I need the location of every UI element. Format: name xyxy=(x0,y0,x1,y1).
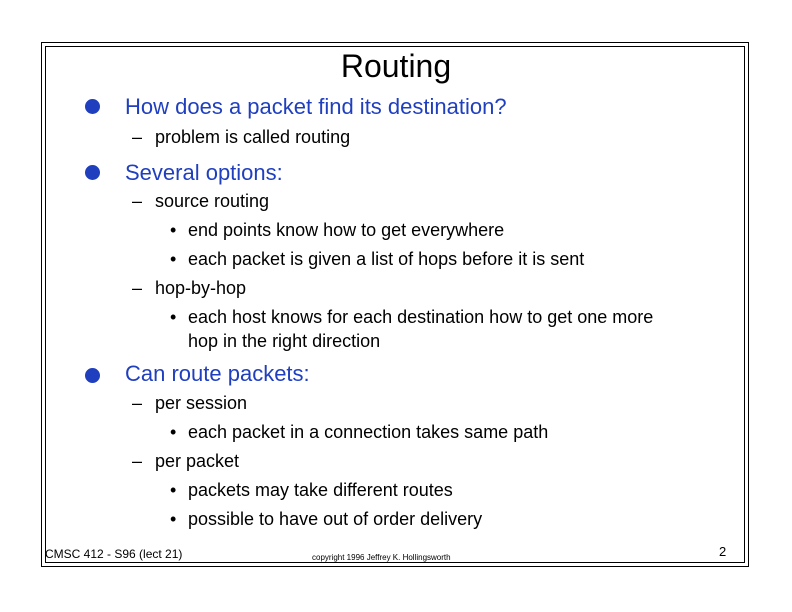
dot-icon: • xyxy=(170,220,177,240)
section-heading: Can route packets: xyxy=(125,361,310,386)
slide-title: Routing xyxy=(340,48,452,84)
footer-course-label: CMSC 412 - S96 (lect 21) xyxy=(45,547,183,561)
sub-list-item: each packet in a connection takes same path xyxy=(188,422,549,442)
dot-icon: • xyxy=(170,249,177,269)
dot-icon: • xyxy=(170,509,177,529)
list-item: per packet xyxy=(155,451,240,471)
page-number: 2 xyxy=(719,544,727,559)
section-heading: How does a packet find its destination? xyxy=(125,94,507,119)
dash-icon: – xyxy=(132,393,143,413)
sub-list-item: possible to have out of order delivery xyxy=(188,509,483,529)
dot-icon: • xyxy=(170,422,177,442)
bullet-circle-icon xyxy=(85,368,100,383)
bullet-circle-icon xyxy=(85,99,100,114)
footer-copyright: copyright 1996 Jeffrey K. Hollingsworth xyxy=(312,553,451,562)
sub-list-item: each packet is given a list of hops before it is sent xyxy=(188,249,585,269)
dash-icon: – xyxy=(132,451,143,471)
list-item: hop-by-hop xyxy=(155,278,247,298)
dash-icon: – xyxy=(132,191,143,211)
sub-list-item: end points know how to get everywhere xyxy=(188,220,505,240)
sub-list-item: packets may take different routes xyxy=(188,480,453,500)
list-item: problem is called routing xyxy=(155,127,351,147)
bullet-circle-icon xyxy=(85,165,100,180)
dot-icon: • xyxy=(170,307,177,327)
dot-icon: • xyxy=(170,480,177,500)
sub-list-item: each host knows for each destination how to get one more hop in the right direction xyxy=(188,307,654,351)
section-heading: Several options: xyxy=(125,160,283,185)
dash-icon: – xyxy=(132,127,143,147)
dash-icon: – xyxy=(132,278,143,298)
list-item: per session xyxy=(155,393,248,413)
list-item: source routing xyxy=(155,191,270,211)
